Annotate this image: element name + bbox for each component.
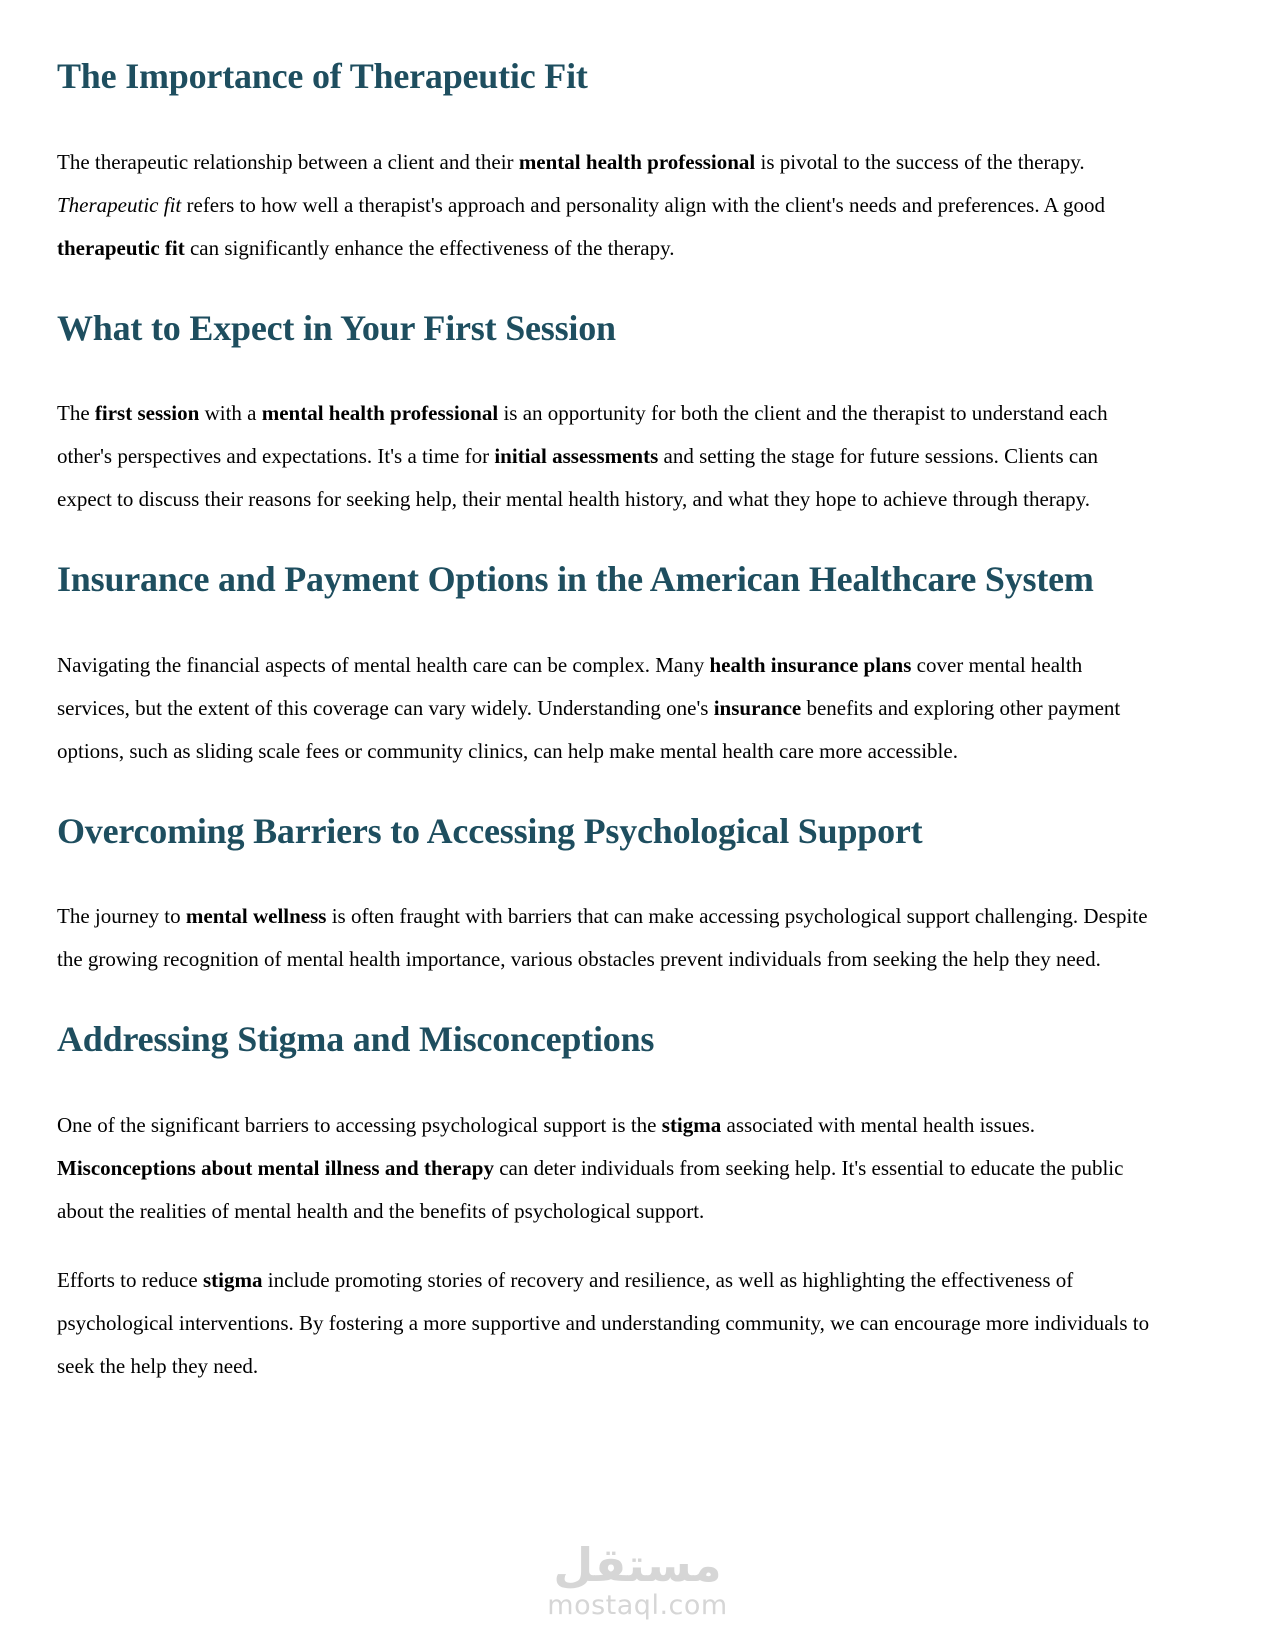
text-segment: therapeutic fit xyxy=(57,235,185,260)
text-segment: initial assessments xyxy=(494,444,659,468)
text-segment: refers to how well a therapist's approach and personality align with the client's needs and preferences. A good xyxy=(181,192,1105,217)
text-segment: stigma xyxy=(202,1267,263,1292)
section-addressing-stigma xyxy=(57,1016,1157,1388)
text-segment: health insurance plans xyxy=(709,652,912,677)
text-segment: mental health professional xyxy=(518,149,756,174)
body-paragraph xyxy=(57,1104,1157,1233)
text-segment: Efforts to reduce xyxy=(57,1267,203,1292)
mostaql-watermark xyxy=(0,1540,1275,1620)
body-paragraph xyxy=(57,392,1157,521)
text-segment: with a xyxy=(199,401,262,425)
body-paragraph xyxy=(57,141,1157,270)
section-therapeutic-fit xyxy=(57,53,1157,270)
text-segment: The journey to xyxy=(57,904,186,928)
body-paragraph xyxy=(57,644,1157,773)
section-first-session xyxy=(57,305,1157,522)
mostaql-logo: مستقل xyxy=(553,1538,722,1592)
section-heading: Addressing Stigma and Misconceptions xyxy=(57,1019,655,1059)
section-heading: Overcoming Barriers to Accessing Psychological Support xyxy=(57,810,923,851)
section-insurance-payment xyxy=(57,556,1157,773)
text-segment: first session xyxy=(94,401,200,425)
section-heading: The Importance of Therapeutic Fit xyxy=(57,56,588,96)
text-segment: Misconceptions about mental illness and therapy xyxy=(57,1155,494,1180)
text-segment: stigma xyxy=(661,1112,722,1137)
text-segment: mental wellness xyxy=(185,904,327,928)
body-paragraph xyxy=(57,1259,1157,1388)
section-heading: Insurance and Payment Options in the American Healthcare System xyxy=(57,559,1094,599)
text-segment: mental health professional xyxy=(261,401,499,425)
body-paragraph xyxy=(57,895,1157,981)
text-segment: insurance xyxy=(713,695,802,720)
text-segment: One of the significant barriers to accessing psychological support is the xyxy=(57,1112,662,1137)
section-overcoming-barriers xyxy=(57,808,1157,982)
text-segment: and setting the stage for future sessions. Clients can expect to discuss their reasons for seeking help, their mental health history, and what they hope to achieve through therapy. xyxy=(57,444,1099,511)
text-segment: can significantly enhance the effectiveness of the therapy. xyxy=(184,235,675,260)
text-segment: is often fraught with barriers that can make accessing psychological support challenging. Despite the growing recognition of mental health importance, various obstacles prevent individuals from seeking the help they need. xyxy=(57,904,1148,971)
text-segment: is an opportunity for both the client and the therapist to understand each other's perspectives and expectations. It's a time for xyxy=(57,401,1108,468)
text-segment: associated with mental health issues. xyxy=(721,1112,1036,1137)
section-heading: What to Expect in Your First Session xyxy=(57,307,616,348)
mostaql-site-label: mostaql.com xyxy=(547,1590,728,1621)
text-segment: benefits and exploring other payment options, such as sliding scale fees or community clinics, can help make mental health care more accessible. xyxy=(57,695,1121,763)
text-segment: The therapeutic relationship between a client and their xyxy=(57,149,519,174)
text-segment: The xyxy=(57,401,95,425)
text-segment: cover mental health services, but the extent of this coverage can vary widely. Understanding one's xyxy=(57,652,1083,720)
text-segment: Therapeutic fit xyxy=(57,192,182,217)
text-segment: Navigating the financial aspects of mental health care can be complex. Many xyxy=(57,652,710,677)
text-segment: is pivotal to the success of the therapy. xyxy=(755,149,1085,174)
text-segment: include promoting stories of recovery and resilience, as well as highlighting the effectiveness of psychological interventions. By fostering a more supportive and understanding community, we can encourage more individuals to seek the help they need. xyxy=(57,1267,1150,1378)
text-segment: can deter individuals from seeking help. It's essential to educate the public about the realities of mental health and the benefits of psychological support. xyxy=(57,1155,1124,1223)
